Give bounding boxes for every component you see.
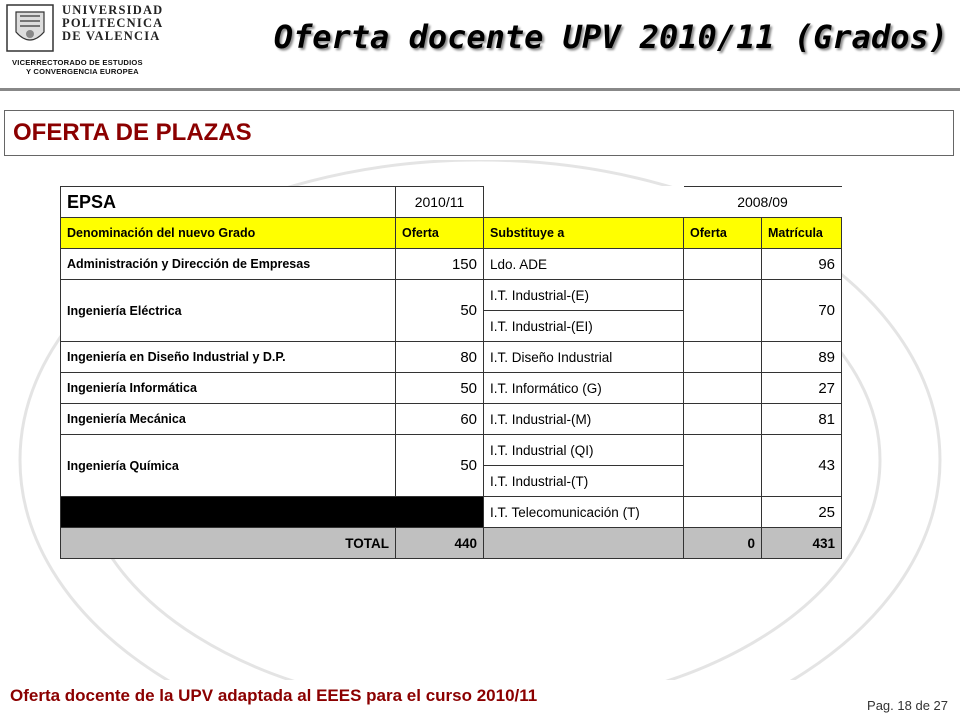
degree-cell: Ingeniería en Diseño Industrial y D.P. bbox=[61, 342, 396, 373]
table-row bbox=[61, 497, 842, 528]
degree-cell: Ingeniería Mecánica bbox=[61, 404, 396, 435]
title-divider bbox=[0, 88, 960, 91]
degree-cell: Ingeniería Eléctrica bbox=[61, 280, 396, 342]
offer-old-cell bbox=[684, 497, 762, 528]
university-shield-icon bbox=[6, 4, 54, 52]
table-row bbox=[61, 342, 842, 373]
university-name: UNIVERSIDAD POLITECNICA DE VALENCIA bbox=[62, 3, 164, 43]
enrolment-cell: 89 bbox=[762, 342, 842, 373]
offer-cell: 150 bbox=[396, 249, 484, 280]
offer-old-cell bbox=[684, 435, 762, 497]
replaces-cell: I.T. Informático (G) bbox=[484, 373, 684, 404]
replaces-cell: I.T. Industrial-(EI) bbox=[484, 311, 684, 342]
table-row bbox=[61, 435, 842, 466]
offer-old-cell bbox=[684, 249, 762, 280]
enrolment-cell: 43 bbox=[762, 435, 842, 497]
enrolment-cell: 70 bbox=[762, 280, 842, 342]
replaces-cell: I.T. Industrial-(E) bbox=[484, 280, 684, 311]
enrolment-cell: 96 bbox=[762, 249, 842, 280]
table-title-row bbox=[61, 187, 842, 218]
replaces-cell: I.T. Industrial-(T) bbox=[484, 466, 684, 497]
table-row bbox=[61, 280, 842, 311]
offer-old-cell bbox=[684, 280, 762, 342]
section-heading: OFERTA DE PLAZAS bbox=[13, 119, 252, 146]
enrolment-cell: 81 bbox=[762, 404, 842, 435]
header-enrolment: Matrícula bbox=[762, 218, 842, 249]
offer-cell: 50 bbox=[396, 435, 484, 497]
offer-cell: 50 bbox=[396, 373, 484, 404]
header-row bbox=[61, 218, 842, 249]
degree-cell: Ingeniería Química bbox=[61, 435, 396, 497]
year-new: 2010/11 bbox=[396, 187, 484, 218]
replaces-cell: I.T. Industrial (QI) bbox=[484, 435, 684, 466]
section-heading-box bbox=[4, 110, 954, 156]
total-enrolment: 431 bbox=[762, 528, 842, 559]
header-offer-old: Oferta bbox=[684, 218, 762, 249]
replaces-cell: Ldo. ADE bbox=[484, 249, 684, 280]
school-name: EPSA bbox=[61, 187, 396, 218]
total-row bbox=[61, 528, 842, 559]
page-number: Pag. 18 de 27 bbox=[867, 698, 948, 713]
header-replaces: Substituye a bbox=[484, 218, 684, 249]
year-old: 2008/09 bbox=[684, 187, 842, 218]
header-offer-new: Oferta bbox=[396, 218, 484, 249]
redacted-cell bbox=[61, 497, 484, 528]
offer-old-cell bbox=[684, 373, 762, 404]
vicerrectorado-name: VICERRECTORADO DE ESTUDIOS Y CONVERGENCIA EUROPEA bbox=[12, 58, 143, 76]
enrolment-cell: 25 bbox=[762, 497, 842, 528]
header-degree: Denominación del nuevo Grado bbox=[61, 218, 396, 249]
table-row bbox=[61, 249, 842, 280]
offer-old-cell bbox=[684, 342, 762, 373]
offer-cell: 80 bbox=[396, 342, 484, 373]
offer-old-cell bbox=[684, 404, 762, 435]
table-row bbox=[61, 404, 842, 435]
table-row bbox=[61, 373, 842, 404]
degree-cell: Administración y Dirección de Empresas bbox=[61, 249, 396, 280]
replaces-cell: I.T. Telecomunicación (T) bbox=[484, 497, 684, 528]
replaces-cell: I.T. Diseño Industrial bbox=[484, 342, 684, 373]
enrolment-cell: 27 bbox=[762, 373, 842, 404]
total-replaces bbox=[484, 528, 684, 559]
offer-cell: 50 bbox=[396, 280, 484, 342]
total-offer-old: 0 bbox=[684, 528, 762, 559]
total-label: TOTAL bbox=[61, 528, 396, 559]
slide-title: Oferta docente UPV 2010/11 (Grados) bbox=[273, 18, 948, 56]
degree-cell: Ingeniería Informática bbox=[61, 373, 396, 404]
places-table bbox=[60, 186, 842, 559]
replaces-cell: I.T. Industrial-(M) bbox=[484, 404, 684, 435]
university-logo bbox=[4, 2, 174, 82]
offer-cell: 60 bbox=[396, 404, 484, 435]
footer-text: Oferta docente de la UPV adaptada al EEES para el curso 2010/11 bbox=[10, 686, 538, 705]
total-offer: 440 bbox=[396, 528, 484, 559]
